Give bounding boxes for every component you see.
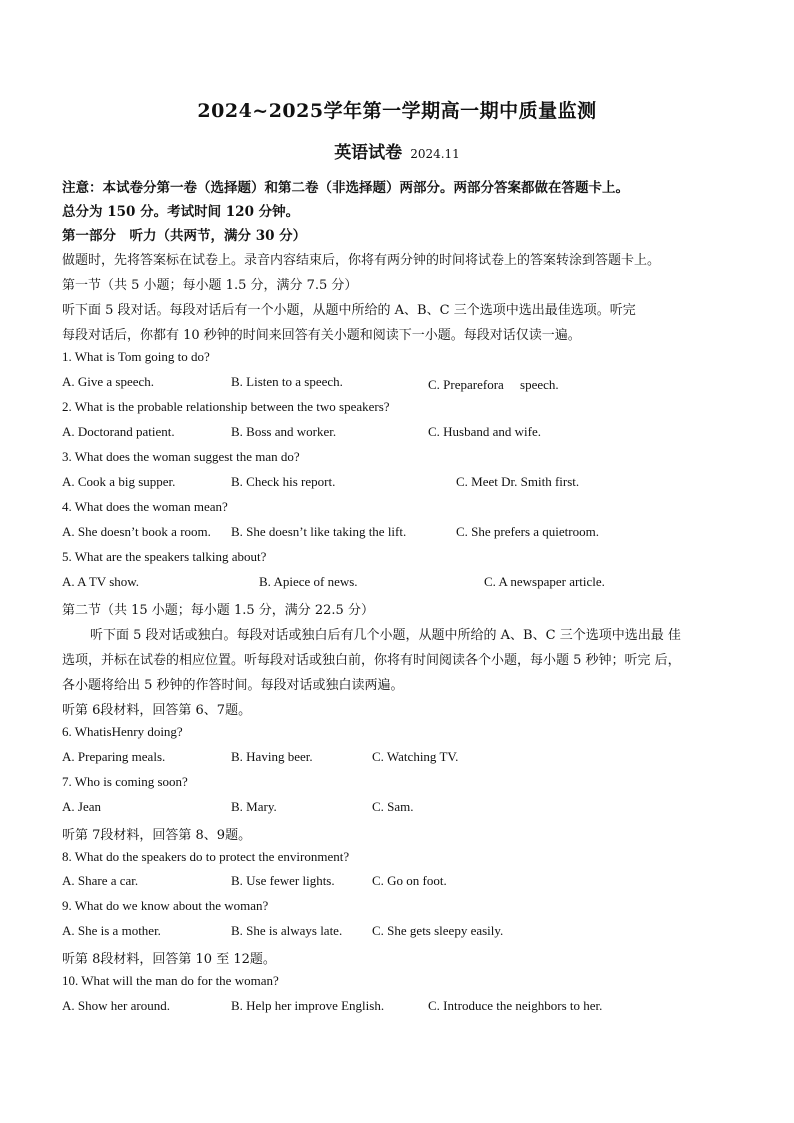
question-text: 3. What does the woman suggest the man do? [62, 449, 300, 464]
subject-name: 英语试卷 [334, 143, 403, 163]
option-c: C. Go on foot. [372, 873, 447, 888]
question-text: 8. What do the speakers do to protect the environment? [62, 849, 350, 864]
option-c: C. She gets sleepy easily. [372, 923, 504, 938]
option-a: A. She doesn’t book a room. [62, 524, 211, 539]
option-b: B. Having beer. [231, 749, 313, 764]
option-b: B. Listen to a speech. [231, 374, 343, 389]
question-text: 1. What is Tom going to do? [62, 349, 210, 364]
option-a: A. Jean [62, 799, 101, 814]
option-a: A. Cook a big supper. [62, 474, 176, 489]
exam-title: 2024~2025学年第一学期高一期中质量监测 [197, 100, 597, 122]
option-b: B. Check his report. [231, 474, 336, 489]
option-a: A. Preparing meals. [62, 749, 166, 764]
option-b: B. Use fewer lights. [231, 873, 335, 888]
section2-directions-1: 听下面 5 段对话或独白。每段对话或独白后有几个小题，从题中所给的 A、B、C 三个选项中选出最 佳 [90, 628, 681, 643]
option-a: A. Share a car. [62, 873, 139, 888]
option-a: A. Show her around. [62, 998, 170, 1013]
section1-directions-1: 听下面 5 段对话。每段对话后有一个小题，从题中所给的 A、B、C 三个选项中选出最佳选项。听完 [62, 303, 636, 318]
option-b: B. She doesn’t like taking the lift. [231, 524, 407, 539]
part1-instructions: 做题时，先将答案标在试卷上。录音内容结束后，你将有两分钟的时间将试卷上的答案转涂到答题卡上。 [62, 253, 661, 268]
section2-directions-2: 选项，并标在试卷的相应位置。听每段对话或独白前，你将有时间阅读各个小题，每小题 5 秒钟；听完 后， [62, 653, 681, 668]
section1-heading: 第一节（共 5 小题；每小题 1.5 分，满分 7.5 分） [62, 278, 358, 293]
option-c: C. Husband and wife. [428, 424, 542, 439]
option-a: A. She is a mother. [62, 923, 161, 938]
option-c: C. She prefers a quietroom. [456, 524, 599, 539]
option-c: C. Preparefora speech. [428, 377, 559, 392]
option-c: C. Watching TV. [372, 749, 459, 764]
part1-heading: 第一部分 听力（共两节，满分 30 分） [62, 228, 307, 244]
section1-directions-2: 每段对话后，你都有 10 秒钟的时间来回答有关小题和阅读下一小题。每段对话仅读一遍。 [62, 328, 581, 343]
question-text: 5. What are the speakers talking about? [62, 549, 267, 564]
notice-line-1: 注意：本试卷分第一卷（选择题）和第二卷（非选择题）两部分。两部分答案都做在答题卡上。 [62, 180, 629, 196]
question-text: 2. What is the probable relationship between the two speakers? [62, 399, 390, 414]
option-a: A. Doctorand patient. [62, 424, 175, 439]
material-7-heading: 听第 7段材料，回答第 8、9题。 [62, 828, 252, 843]
section2-directions-3: 各小题将给出 5 秒钟的作答时间。每段对话或独白读两遍。 [62, 678, 404, 693]
option-b: B. Mary. [231, 799, 277, 814]
question-text: 7. Who is coming soon? [62, 774, 188, 789]
notice-line-2: 总分为 150 分。考试时间 120 分钟。 [62, 204, 300, 220]
option-a: A. Give a speech. [62, 374, 155, 389]
option-c: C. Sam. [372, 799, 414, 814]
question-text: 6. WhatisHenry doing? [62, 724, 183, 739]
option-c: C. Meet Dr. Smith first. [456, 474, 580, 489]
exam-date: 2024.11 [410, 147, 460, 161]
exam-subject [0, 138, 794, 163]
question-text: 10. What will the man do for the woman? [62, 973, 279, 988]
section2-heading: 第二节（共 15 小题；每小题 1.5 分，满分 22.5 分） [62, 603, 374, 618]
material-8-heading: 听第 8段材料，回答第 10 至 12题。 [62, 952, 276, 967]
option-b: B. Apiece of news. [259, 574, 358, 589]
option-c: C. A newspaper article. [484, 574, 605, 589]
material-6-heading: 听第 6段材料，回答第 6、7题。 [62, 703, 252, 718]
option-a: A. A TV show. [62, 574, 140, 589]
option-b: B. Boss and worker. [231, 424, 337, 439]
option-b: B. Help her improve English. [231, 998, 385, 1013]
question-text: 9. What do we know about the woman? [62, 898, 269, 913]
question-text: 4. What does the woman mean? [62, 499, 228, 514]
option-b: B. She is always late. [231, 923, 343, 938]
option-c: C. Introduce the neighbors to her. [428, 998, 603, 1013]
